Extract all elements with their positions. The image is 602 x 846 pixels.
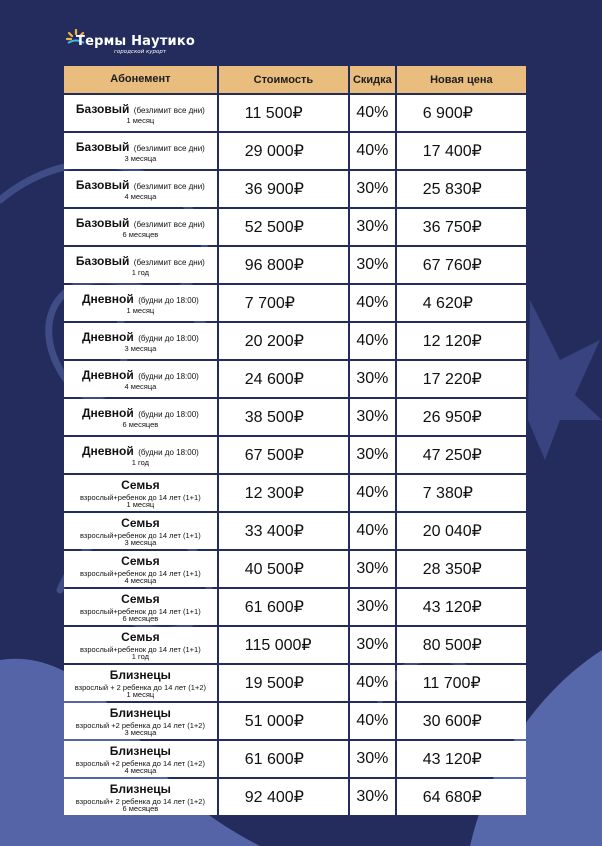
table-row — [64, 133, 526, 169]
plan-name: Дневной — [81, 291, 134, 306]
table-row — [64, 323, 526, 359]
price-cell: 40 500₽ — [219, 551, 348, 587]
new-price-cell: 30 600₽ — [397, 703, 526, 739]
price-cell: 92 400₽ — [219, 779, 348, 815]
discount-cell: 30% — [350, 399, 395, 435]
table-row — [64, 285, 526, 321]
subscription-cell — [64, 171, 217, 207]
plan-detail: взрослый+ребенок до 14 лет (1+1) — [80, 644, 201, 654]
plan-detail: взрослый+ребенок до 14 лет (1+1) — [80, 492, 201, 502]
table-row — [64, 171, 526, 207]
plan-detail: (безлимит все дни) — [133, 105, 205, 115]
subscription-cell — [64, 323, 217, 359]
table-row — [64, 209, 526, 245]
price-cell: 52 500₽ — [219, 209, 348, 245]
plan-period: 3 месяца — [124, 538, 157, 548]
plan-name: Близнецы — [109, 743, 171, 758]
table-row — [64, 551, 526, 587]
subscription-cell — [64, 589, 217, 625]
table-row — [64, 627, 526, 663]
plan-name: Дневной — [81, 405, 134, 420]
new-price-cell: 80 500₽ — [397, 627, 526, 663]
plan-period: 1 месяц — [126, 690, 155, 700]
price-cell: 19 500₽ — [219, 665, 348, 701]
plan-name: Семья — [121, 515, 160, 530]
discount-cell: 30% — [350, 247, 395, 283]
subscription-cell — [64, 627, 217, 663]
plan-detail: (безлимит все дни) — [133, 219, 205, 229]
new-price-cell: 17 220₽ — [397, 361, 526, 397]
plan-name: Семья — [121, 591, 160, 606]
price-cell: 33 400₽ — [219, 513, 348, 549]
plan-period: 4 месяца — [124, 766, 157, 776]
price-cell: 38 500₽ — [219, 399, 348, 435]
plan-period: 6 месяцев — [122, 614, 159, 624]
new-price-cell: 26 950₽ — [397, 399, 526, 435]
table-row — [64, 475, 526, 511]
brand-logo — [66, 26, 196, 60]
plan-name: Близнецы — [109, 781, 171, 796]
plan-detail: взрослый +2 ребенка до 14 лет (1+2) — [75, 758, 205, 768]
header-discount: Скидка — [350, 66, 395, 93]
price-cell: 51 000₽ — [219, 703, 348, 739]
price-cell: 29 000₽ — [219, 133, 348, 169]
header-subscription: Абонемент — [64, 66, 217, 93]
discount-cell: 30% — [350, 209, 395, 245]
plan-period: 3 месяца — [124, 728, 157, 738]
table-row — [64, 741, 526, 777]
plan-detail: взрослый+ребенок до 14 лет (1+1) — [80, 606, 201, 616]
plan-period: 1 год — [131, 652, 149, 662]
plan-name: Дневной — [81, 329, 134, 344]
plan-period: 6 месяцев — [122, 230, 159, 240]
table-row — [64, 665, 526, 701]
new-price-cell: 64 680₽ — [397, 779, 526, 815]
plan-period: 6 месяцев — [122, 420, 159, 430]
plan-detail: (будни до 18:00) — [138, 447, 199, 457]
table-row — [64, 247, 526, 283]
plan-period: 1 месяц — [126, 306, 155, 316]
subscription-cell — [64, 285, 217, 321]
subscription-cell — [64, 437, 217, 473]
new-price-cell: 28 350₽ — [397, 551, 526, 587]
subscription-cell — [64, 399, 217, 435]
table-row — [64, 513, 526, 549]
plan-detail: взрослый+ 2 ребенка до 14 лет (1+2) — [75, 796, 205, 806]
plan-period: 1 год — [131, 458, 149, 468]
new-price-cell: 43 120₽ — [397, 589, 526, 625]
plan-period: 4 месяца — [124, 576, 157, 586]
new-price-cell: 43 120₽ — [397, 741, 526, 777]
table-body — [64, 95, 526, 815]
discount-cell: 30% — [350, 741, 395, 777]
discount-cell: 40% — [350, 703, 395, 739]
discount-cell: 40% — [350, 133, 395, 169]
price-cell: 12 300₽ — [219, 475, 348, 511]
plan-name: Базовый — [75, 215, 130, 230]
new-price-cell: 6 900₽ — [397, 95, 526, 131]
plan-period: 6 месяцев — [122, 804, 159, 814]
discount-cell: 40% — [350, 665, 395, 701]
plan-period: 3 месяца — [124, 154, 157, 164]
price-cell: 96 800₽ — [219, 247, 348, 283]
table-row — [64, 361, 526, 397]
price-cell: 115 000₽ — [219, 627, 348, 663]
discount-cell: 40% — [350, 95, 395, 131]
subscription-cell — [64, 247, 217, 283]
plan-detail: (будни до 18:00) — [138, 409, 199, 419]
discount-cell: 40% — [350, 323, 395, 359]
plan-detail: взрослый+ребенок до 14 лет (1+1) — [80, 530, 201, 540]
new-price-cell: 4 620₽ — [397, 285, 526, 321]
plan-name: Базовый — [75, 101, 130, 116]
new-price-cell: 67 760₽ — [397, 247, 526, 283]
price-cell: 61 600₽ — [219, 589, 348, 625]
table-row — [64, 589, 526, 625]
plan-period: 3 месяца — [124, 344, 157, 354]
plan-name: Семья — [121, 477, 160, 492]
discount-cell: 30% — [350, 779, 395, 815]
plan-period: 4 месяца — [124, 192, 157, 202]
discount-cell: 30% — [350, 551, 395, 587]
plan-detail: (будни до 18:00) — [138, 371, 199, 381]
price-cell: 24 600₽ — [219, 361, 348, 397]
price-cell: 11 500₽ — [219, 95, 348, 131]
plan-detail: (безлимит все дни) — [133, 257, 205, 267]
subscription-cell — [64, 665, 217, 701]
subscription-cell — [64, 361, 217, 397]
subscription-cell — [64, 209, 217, 245]
plan-period: 1 год — [131, 268, 149, 278]
plan-name: Дневной — [81, 443, 134, 458]
plan-period: 1 месяц — [126, 116, 155, 126]
discount-cell: 30% — [350, 627, 395, 663]
table-row — [64, 703, 526, 739]
table-row — [64, 95, 526, 131]
new-price-cell: 47 250₽ — [397, 437, 526, 473]
table-header-row — [64, 66, 526, 93]
new-price-cell: 20 040₽ — [397, 513, 526, 549]
price-cell: 61 600₽ — [219, 741, 348, 777]
table-row — [64, 399, 526, 435]
subscription-cell — [64, 95, 217, 131]
plan-name: Базовый — [75, 139, 130, 154]
plan-name: Семья — [121, 629, 160, 644]
price-cell: 67 500₽ — [219, 437, 348, 473]
discount-cell: 30% — [350, 437, 395, 473]
subscription-price-table — [62, 64, 528, 817]
discount-cell: 30% — [350, 361, 395, 397]
subscription-cell — [64, 703, 217, 739]
new-price-cell: 11 700₽ — [397, 665, 526, 701]
new-price-cell: 7 380₽ — [397, 475, 526, 511]
plan-detail: (будни до 18:00) — [138, 295, 199, 305]
brand-name: Термы Наутико — [76, 34, 196, 49]
plan-detail: (безлимит все дни) — [133, 143, 205, 153]
new-price-cell: 36 750₽ — [397, 209, 526, 245]
new-price-cell: 25 830₽ — [397, 171, 526, 207]
new-price-cell: 12 120₽ — [397, 323, 526, 359]
discount-cell: 40% — [350, 475, 395, 511]
header-price: Стоимость — [219, 66, 348, 93]
price-cell: 36 900₽ — [219, 171, 348, 207]
new-price-cell: 17 400₽ — [397, 133, 526, 169]
subscription-cell — [64, 133, 217, 169]
plan-detail: (безлимит все дни) — [133, 181, 205, 191]
subscription-cell — [64, 779, 217, 815]
discount-cell: 30% — [350, 171, 395, 207]
subscription-cell — [64, 741, 217, 777]
plan-name: Семья — [121, 553, 160, 568]
price-cell: 7 700₽ — [219, 285, 348, 321]
plan-period: 1 месяц — [126, 500, 155, 510]
table-row — [64, 437, 526, 473]
discount-cell: 40% — [350, 285, 395, 321]
plan-name: Дневной — [81, 367, 134, 382]
plan-detail: взрослый+ребенок до 14 лет (1+1) — [80, 568, 201, 578]
plan-name: Близнецы — [109, 705, 171, 720]
subscription-cell — [64, 513, 217, 549]
discount-cell: 40% — [350, 513, 395, 549]
plan-period: 4 месяца — [124, 382, 157, 392]
discount-cell: 30% — [350, 589, 395, 625]
price-cell: 20 200₽ — [219, 323, 348, 359]
header-new-price: Новая цена — [397, 66, 526, 93]
plan-name: Близнецы — [109, 667, 171, 682]
plan-detail: (будни до 18:00) — [138, 333, 199, 343]
subscription-cell — [64, 551, 217, 587]
brand-tagline: городской курорт — [114, 49, 167, 55]
table-row — [64, 779, 526, 815]
subscription-cell — [64, 475, 217, 511]
plan-detail: взрослый +2 ребенка до 14 лет (1+2) — [75, 720, 205, 730]
plan-detail: взрослый + 2 ребенка до 14 лет (1+2) — [74, 682, 206, 692]
plan-name: Базовый — [75, 253, 130, 268]
plan-name: Базовый — [75, 177, 130, 192]
